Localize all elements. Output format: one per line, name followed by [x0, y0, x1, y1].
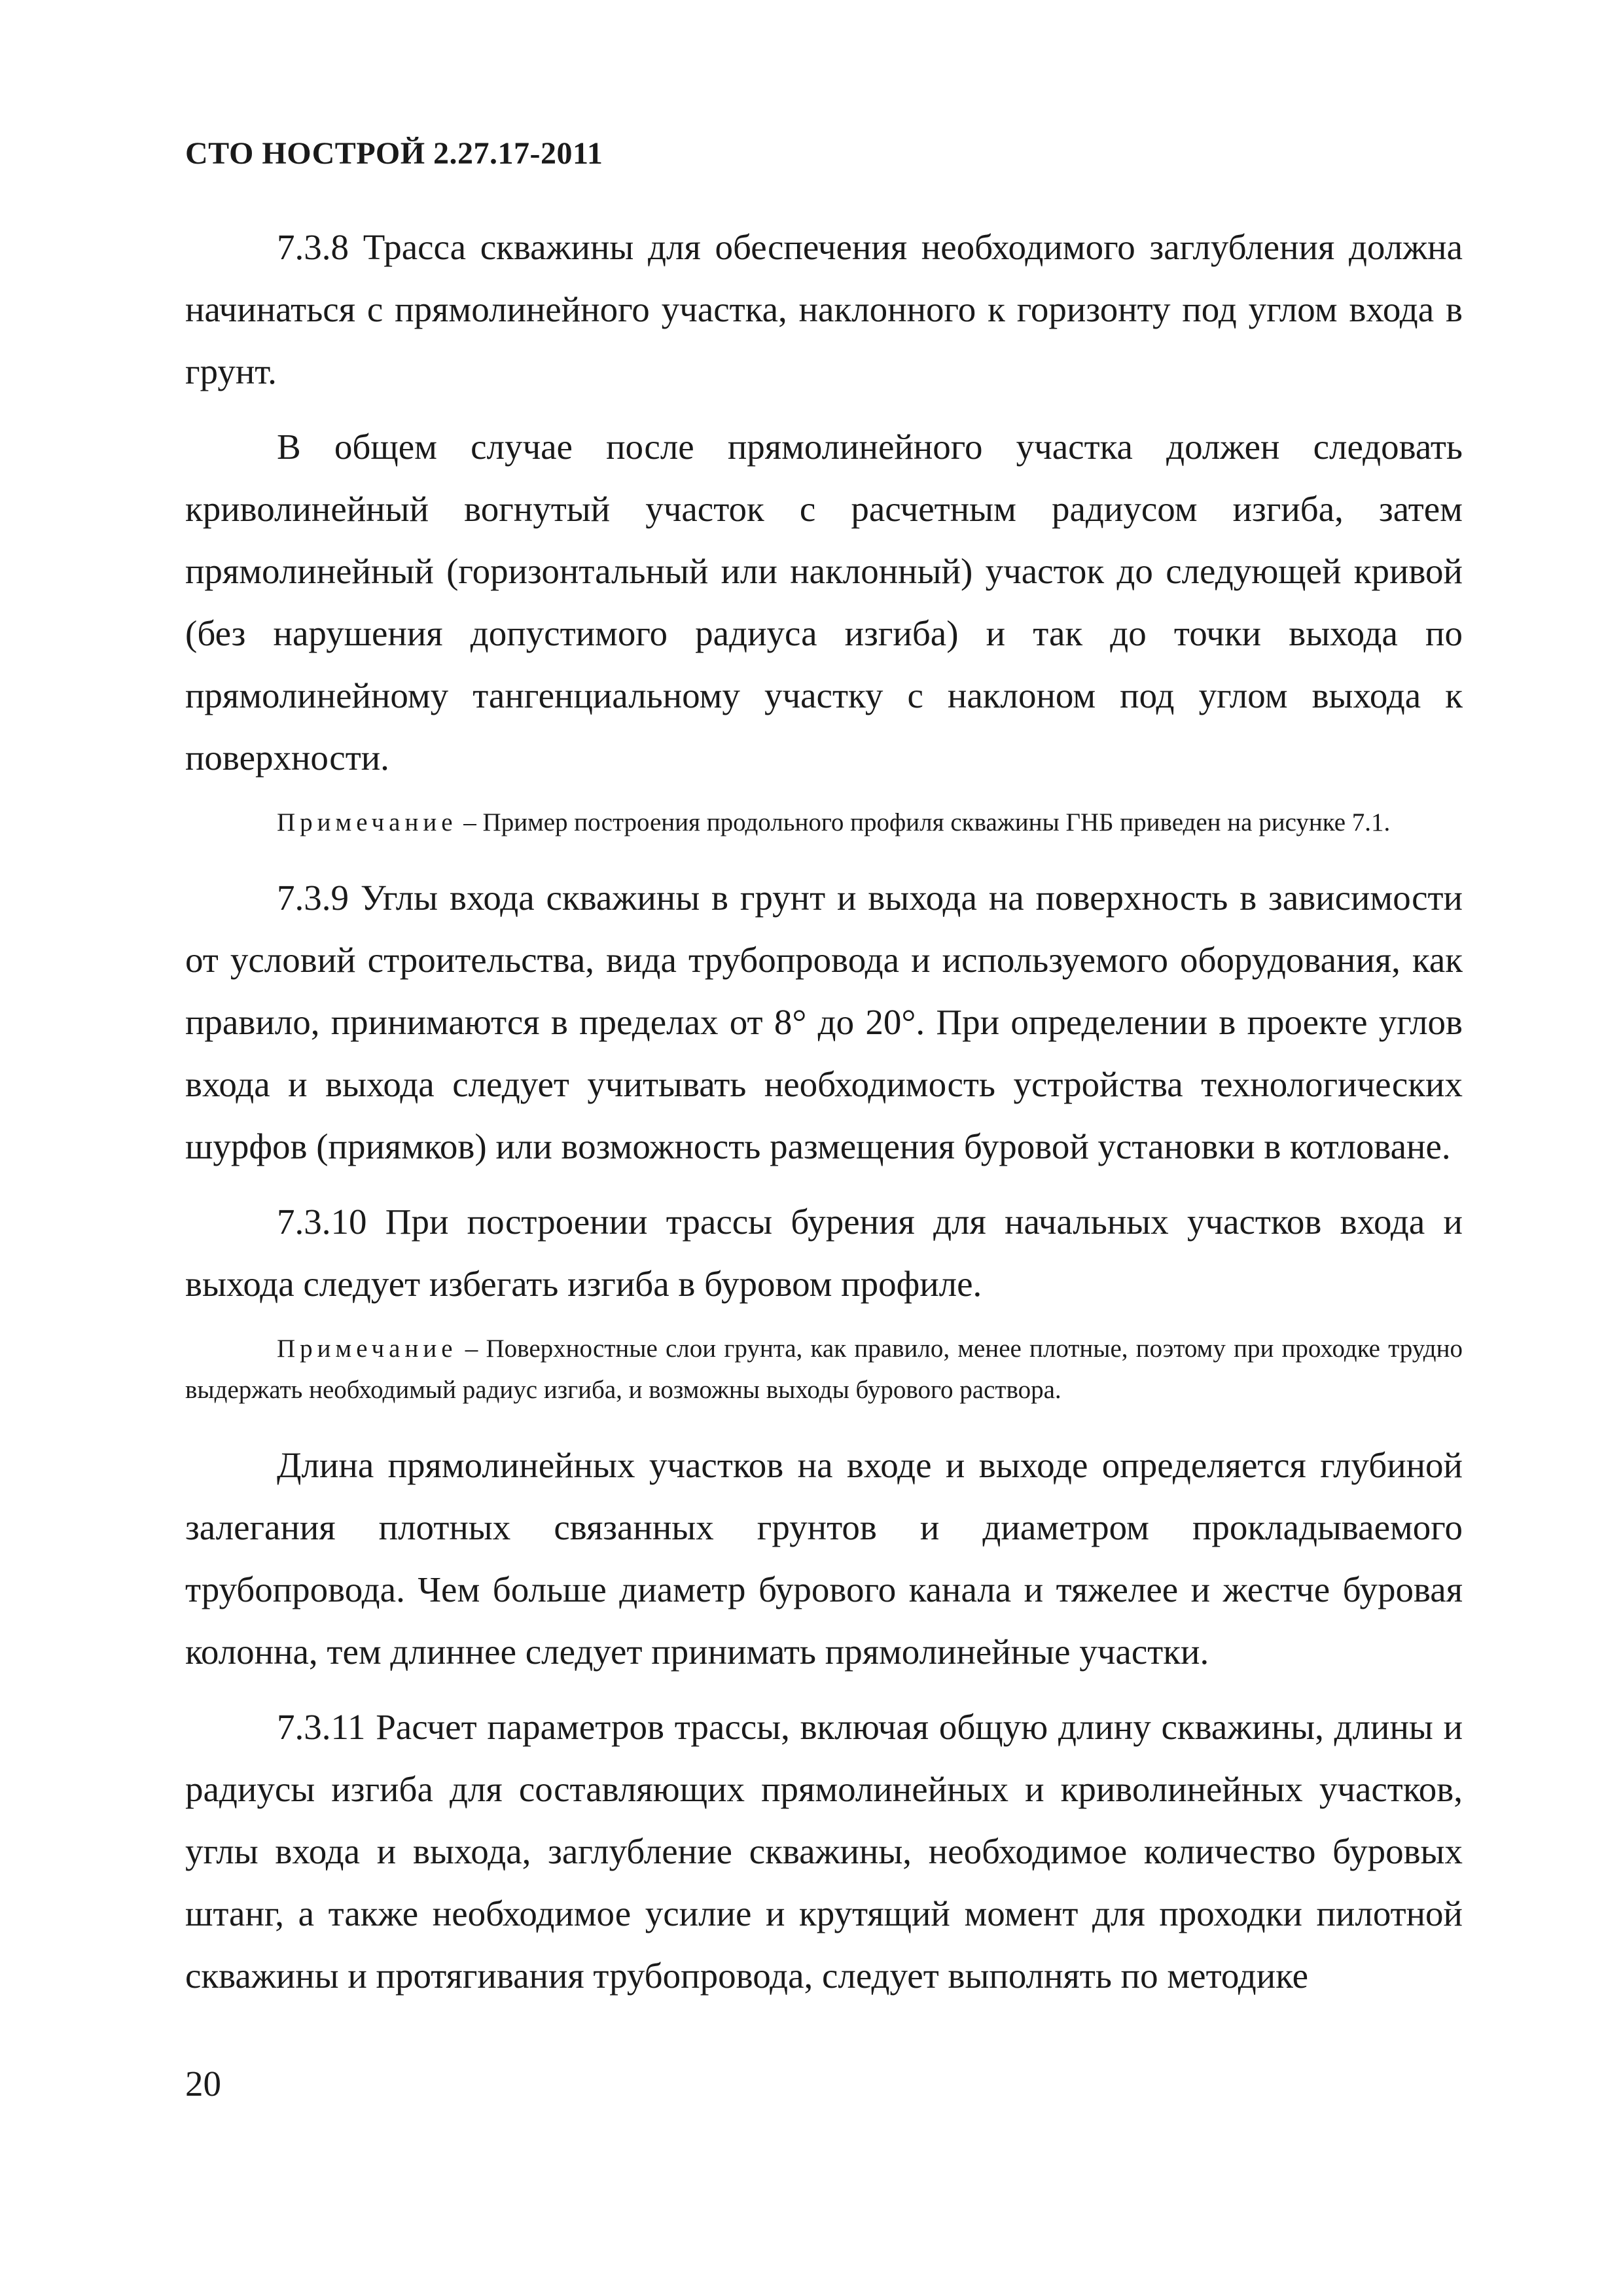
note-text: – Поверхностные слои грунта, как правило, менее плотные, поэтому при проходке трудно выдержать необходимый радиус изгиба, и возможны выходы бурового раствора.	[185, 1335, 1463, 1404]
note-label: Примечание	[277, 808, 457, 836]
paragraph-7-3-11: 7.3.11 Расчет параметров трассы, включая общую длину скважины, длины и радиусы изгиба для составляющих прямолинейных и криволинейных участков, углы входа и выхода, заглубление скважины, необходимое количество буровых штанг, а также необходимое усилие и крутящий момент для проходки пилотной скважины и протягивания трубопровода, следует выполнять по методике	[185, 1707, 1463, 1996]
paragraph-7-3-8: 7.3.8 Трасса скважины для обеспечения необходимого заглубления должна начинаться с прямолинейного участка, наклонного к горизонту под углом входа в грунт.	[185, 227, 1463, 391]
document-body	[185, 216, 1463, 2020]
paragraph-7-3-10: 7.3.10 При построении трассы бурения для начальных участков входа и выхода следует избегать изгиба в буровом профиле.	[185, 1202, 1463, 1304]
note-text: – Пример построения продольного профиля скважины ГНБ приведен на рисунке 7.1.	[457, 808, 1391, 836]
paragraph-7-3-9: 7.3.9 Углы входа скважины в грунт и выхода на поверхность в зависимости от условий строительства, вида трубопровода и используемого оборудования, как правило, принимаются в пределах от 8° до 20°. При определении в проекте углов входа и выхода следует учитывать необходимость устройства технологических шурфов (приямков) или возможность размещения буровой установки в котловане.	[185, 878, 1463, 1166]
note-label: Примечание	[277, 1335, 457, 1363]
document-header: СТО НОСТРОЙ 2.27.17-2011	[185, 136, 603, 171]
note-profile-example	[185, 802, 1463, 843]
note-surface-layers	[185, 1328, 1463, 1410]
page-number: 20	[185, 2064, 221, 2104]
paragraph-general-case: В общем случае после прямолинейного участка должен следовать криволинейный вогнутый участок с расчетным радиусом изгиба, затем прямолинейный (горизонтальный или наклонный) участок до следующей кривой (без нарушения допустимого радиуса изгиба) и так до точки выхода по прямолинейному тангенциальному участку с наклоном под углом выхода к поверхности.	[185, 427, 1463, 778]
paragraph-straight-length: Длина прямолинейных участков на входе и выходе определяется глубиной залегания плотных связанных грунтов и диаметром прокладываемого трубопровода. Чем больше диаметр бурового канала и тяжелее и жестче буровая колонна, тем длиннее следует принимать прямолинейные участки.	[185, 1445, 1463, 1672]
